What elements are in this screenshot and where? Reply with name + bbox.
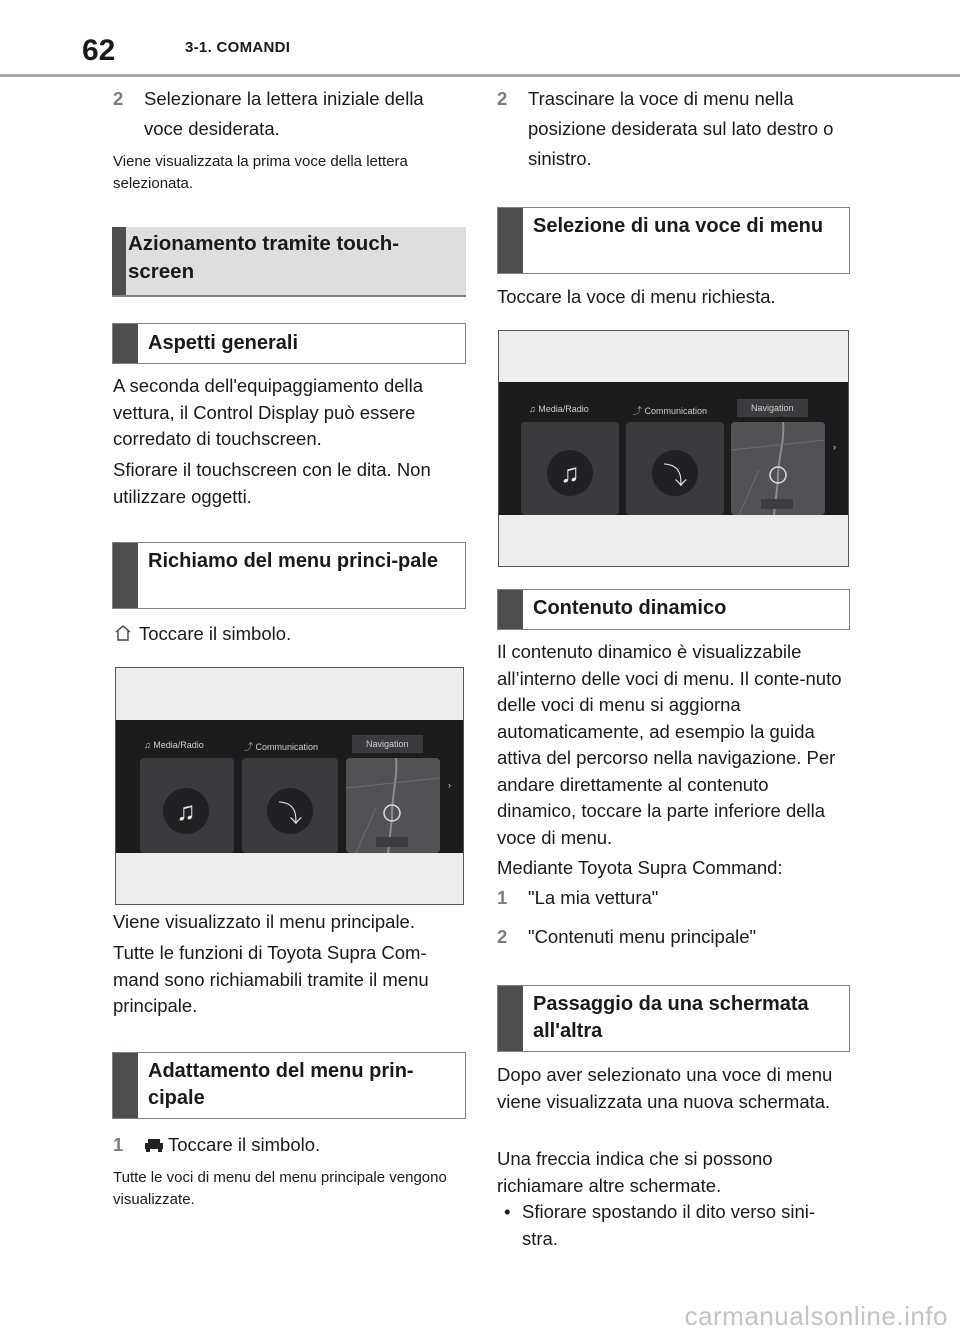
list-item-2 bbox=[497, 922, 849, 952]
list-number: 2 bbox=[497, 926, 508, 947]
box-bar bbox=[113, 324, 138, 363]
tile-navigation-map bbox=[731, 422, 825, 515]
music-icon: ♫ bbox=[163, 788, 209, 834]
list-number: 1 bbox=[497, 887, 508, 908]
box-title: Richiamo del menu princi-pale bbox=[148, 550, 439, 572]
list-text: "La mia vettura" bbox=[528, 887, 659, 908]
box-title: Contenuto dinamico bbox=[533, 597, 727, 619]
box-adattamento-menu bbox=[112, 1052, 466, 1119]
car-icon bbox=[144, 1138, 164, 1152]
map-icon bbox=[731, 422, 825, 515]
step-text: Selezionare la lettera iniziale della voce desiderata. bbox=[144, 88, 424, 139]
box-bar bbox=[498, 986, 523, 1051]
note-first-item: Viene visualizzata la prima voce della lettera selezionata. bbox=[113, 153, 408, 192]
box-selezione-voce bbox=[497, 207, 850, 274]
map-icon bbox=[346, 758, 440, 853]
tile-media bbox=[140, 758, 234, 853]
para-menu-visualizzato: Viene visualizzato il menu principale. bbox=[113, 911, 415, 932]
para-freccia: Una freccia indica che si possono richiamare altre schermate. bbox=[497, 1148, 773, 1196]
tab-communication: ⤴ Communication bbox=[244, 742, 319, 752]
phone-icon: ⤵ bbox=[652, 450, 698, 496]
para-toccare-voce: Toccare la voce di menu richiesta. bbox=[497, 286, 776, 307]
chevron-right-icon: › bbox=[833, 442, 836, 452]
step-number: 2 bbox=[497, 88, 508, 109]
step-text: Toccare il simbolo. bbox=[168, 1134, 321, 1155]
tile-media bbox=[521, 422, 619, 515]
chapter-title: 3-1. COMANDI bbox=[185, 39, 291, 56]
phone-icon: ⤵ bbox=[267, 788, 313, 834]
tile-communication bbox=[242, 758, 338, 853]
tab-media-radio: ♫ Media/Radio bbox=[144, 740, 204, 750]
para-contenuto-dinamico: Il contenuto dinamico è visualizzabile all’interno delle voci di menu. Il conte-nuto delle voci di menu si aggiorna automaticamente, ad esempio la guida attiva del percorso nella navigazione. Per andare direttamente al contenuto dinamico, toccare la parte inferiore della voce di menu. bbox=[497, 641, 842, 848]
instruction-text: Toccare il simbolo. bbox=[139, 623, 292, 644]
step-2-select-letter bbox=[113, 84, 465, 144]
para-sfiorare: Sfiorare il touchscreen con le dita. Non utilizzare oggetti. bbox=[113, 459, 431, 507]
step-number: 2 bbox=[113, 88, 124, 109]
tab-communication: ⤴ Communication bbox=[633, 406, 708, 416]
box-contenuto-dinamico bbox=[497, 589, 850, 630]
tab-media-radio: ♫ Media/Radio bbox=[529, 404, 589, 414]
watermark: carmanualsonline.info bbox=[684, 1301, 948, 1331]
chevron-right-icon: › bbox=[448, 780, 451, 790]
box-bar bbox=[498, 208, 523, 273]
para-mediante: Mediante Toyota Supra Command: bbox=[497, 857, 783, 878]
box-bar bbox=[113, 543, 138, 608]
header-rule bbox=[0, 74, 960, 77]
screenshot-main-menu bbox=[115, 667, 464, 905]
box-title: Passaggio da una schermata all'altra bbox=[533, 993, 809, 1042]
instruction-home bbox=[113, 621, 465, 648]
para-dopo-selezione: Dopo aver selezionato una voce di menu viene visualizzata una nuova schermata. bbox=[497, 1064, 833, 1112]
box-richiamo-menu bbox=[112, 542, 466, 609]
step-text: Trascinare la voce di menu nella posizione desiderata sul lato destro o sinistro. bbox=[528, 88, 834, 169]
bullet-dot: • bbox=[504, 1201, 511, 1222]
box-aspetti-generali bbox=[112, 323, 466, 364]
step-number: 1 bbox=[113, 1134, 124, 1155]
tab-navigation: Navigation bbox=[352, 735, 423, 753]
display-screen bbox=[116, 720, 463, 853]
note-all-items: Tutte le voci di menu del menu principale vengono visualizzate. bbox=[113, 1169, 447, 1208]
para-equipaggiamento: A seconda dell'equipaggiamento della vettura, il Control Display può essere corredato di touchscreen. bbox=[113, 375, 424, 449]
box-title: Selezione di una voce di menu bbox=[533, 215, 824, 237]
box-title: Adattamento del menu prin-cipale bbox=[148, 1060, 414, 1109]
list-text: "Contenuti menu principale" bbox=[528, 926, 757, 947]
box-bar bbox=[113, 1053, 138, 1118]
page-number: 62 bbox=[82, 34, 116, 67]
list-item-1 bbox=[497, 883, 849, 913]
screenshot-select-item bbox=[498, 330, 849, 567]
section-touchscreen bbox=[112, 227, 466, 297]
bullet-sfiorare bbox=[504, 1199, 849, 1252]
para-funzioni: Tutte le funzioni di Toyota Supra Com-mand sono richiamabili tramite il menu principale. bbox=[113, 942, 429, 1016]
bullet-text: Sfiorare spostando il dito verso sini-stra. bbox=[522, 1201, 816, 1249]
tile-communication bbox=[626, 422, 724, 515]
box-bar bbox=[498, 590, 523, 629]
step-2-drag-item bbox=[497, 84, 849, 174]
tab-navigation: Navigation bbox=[737, 399, 808, 417]
box-passaggio-schermata bbox=[497, 985, 850, 1052]
step-1-car-symbol bbox=[113, 1130, 465, 1160]
section-title: Azionamento tramite touch-screen bbox=[128, 232, 400, 283]
music-icon: ♫ bbox=[547, 450, 593, 496]
home-icon bbox=[113, 623, 133, 643]
section-bar bbox=[112, 227, 126, 295]
box-title: Aspetti generali bbox=[148, 332, 299, 354]
display-screen bbox=[499, 382, 848, 515]
tile-navigation-map bbox=[346, 758, 440, 853]
